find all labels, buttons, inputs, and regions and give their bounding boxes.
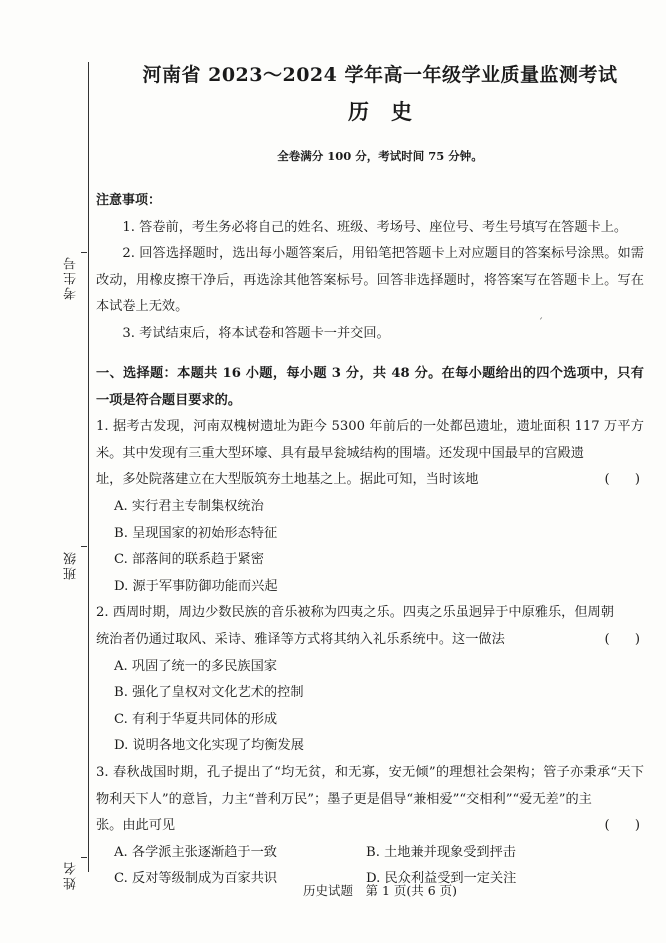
question-section — [96, 361, 644, 893]
answer-bracket: ( ) — [604, 472, 640, 488]
notice-item: 3. 考试结束后，将本试卷和答题卡一并交回。 — [122, 325, 390, 341]
question-stem: 3. 春秋战国时期，孔子提出了“均无贫，和无寡，安无倾”的理想社会架构；管子亦秉承“天下物利天下人”的意旨，力主“普利万民”；墨子更是倡导“兼相爱”“交相利”“爱无差”的主 — [96, 764, 644, 807]
stray-mark: ˊ — [538, 318, 543, 329]
name-label: 姓名 — [64, 860, 79, 890]
exam-number-label: 考生号 — [64, 255, 79, 300]
question-1 — [96, 414, 644, 600]
binding-line — [88, 62, 89, 872]
option-a: A. 各学派主张逐渐趋于一致 — [114, 844, 277, 860]
notice-item: 1. 答卷前，考生务必将自己的姓名、班级、考场号、座位号、考生号填写在答题卡上。 — [122, 219, 628, 235]
section-heading: 一、选择题：本题共 16 小题，每小题 3 分，共 48 分。在每小题给出的四个选项中，只有一项是符合题目要求的。 — [96, 366, 644, 408]
option-b: B. 土地兼并现象受到抨击 — [366, 844, 516, 860]
option-a: A. 实行君主专制集权统治 — [114, 498, 264, 514]
question-stem: 1. 据考古发现，河南双槐树遗址为距今 5300 年前后的一处都邑遗址，遗址面积 117 万平方米。其中发现有三重大型环壕、具有最早瓮城结构的围墙。还发现中国最早的宫殿遗 — [96, 419, 644, 461]
option-d: D. 民众利益受到一定关注 — [366, 871, 517, 887]
exam-meta: 全卷满分 100 分，考试时间 75 分钟。 — [277, 149, 483, 163]
answer-bracket: ( ) — [604, 631, 640, 647]
notice-item: 2. 回答选择题时，选出每小题答案后，用铅笔把答题卡上对应题目的答案标号涂黑。如需改动，用橡皮擦干净后，再选涂其他答案标号。回答非选择题时，将答案写在答题卡上。写在本试卷上无效。 — [96, 246, 644, 315]
option-c: C. 有利于华夏共同体的形成 — [114, 711, 278, 727]
question-stem: 2. 西周时期，周边少数民族的音乐被称为四夷之乐。四夷之乐虽迥异于中原雅乐，但周朝 — [96, 605, 614, 621]
class-blank — [81, 546, 87, 547]
option-d: D. 源于军事防御功能而兴起 — [114, 578, 278, 594]
option-a: A. 巩固了统一的多民族国家 — [114, 658, 277, 674]
option-c: C. 部落间的联系趋于紧密 — [114, 552, 264, 568]
option-d: D. 说明各地文化实现了均衡发展 — [114, 738, 304, 754]
page-footer: 历史试题 第 1 页(共 6 页) — [302, 883, 458, 898]
option-b: B. 强化了皇权对文化艺术的控制 — [114, 685, 304, 701]
answer-bracket: ( ) — [604, 818, 640, 834]
question-stem-tail: 张。由此可见 — [96, 818, 176, 834]
exam-number-blank — [81, 252, 87, 253]
exam-title: 河南省 2023～2024 学年高一年级学业质量监测考试 — [142, 64, 618, 86]
option-c: C. 反对等级制成为百家共识 — [114, 871, 278, 887]
question-3 — [96, 760, 644, 893]
notice-section — [96, 188, 644, 348]
notice-heading: 注意事项： — [96, 193, 162, 208]
subject-title: 历史 — [348, 99, 434, 124]
question-stem-tail: 址，多处院落建立在大型版筑夯土地基之上。据此可知，当时该地 — [96, 472, 479, 488]
question-2 — [96, 600, 644, 760]
question-stem-tail: 统治者仍通过取风、采诗、雅译等方式将其纳入礼乐系统中。这一做法 — [96, 631, 505, 647]
option-b: B. 呈现国家的初始形态特征 — [114, 525, 278, 541]
name-blank — [81, 857, 87, 858]
class-label: 班级 — [64, 550, 79, 580]
